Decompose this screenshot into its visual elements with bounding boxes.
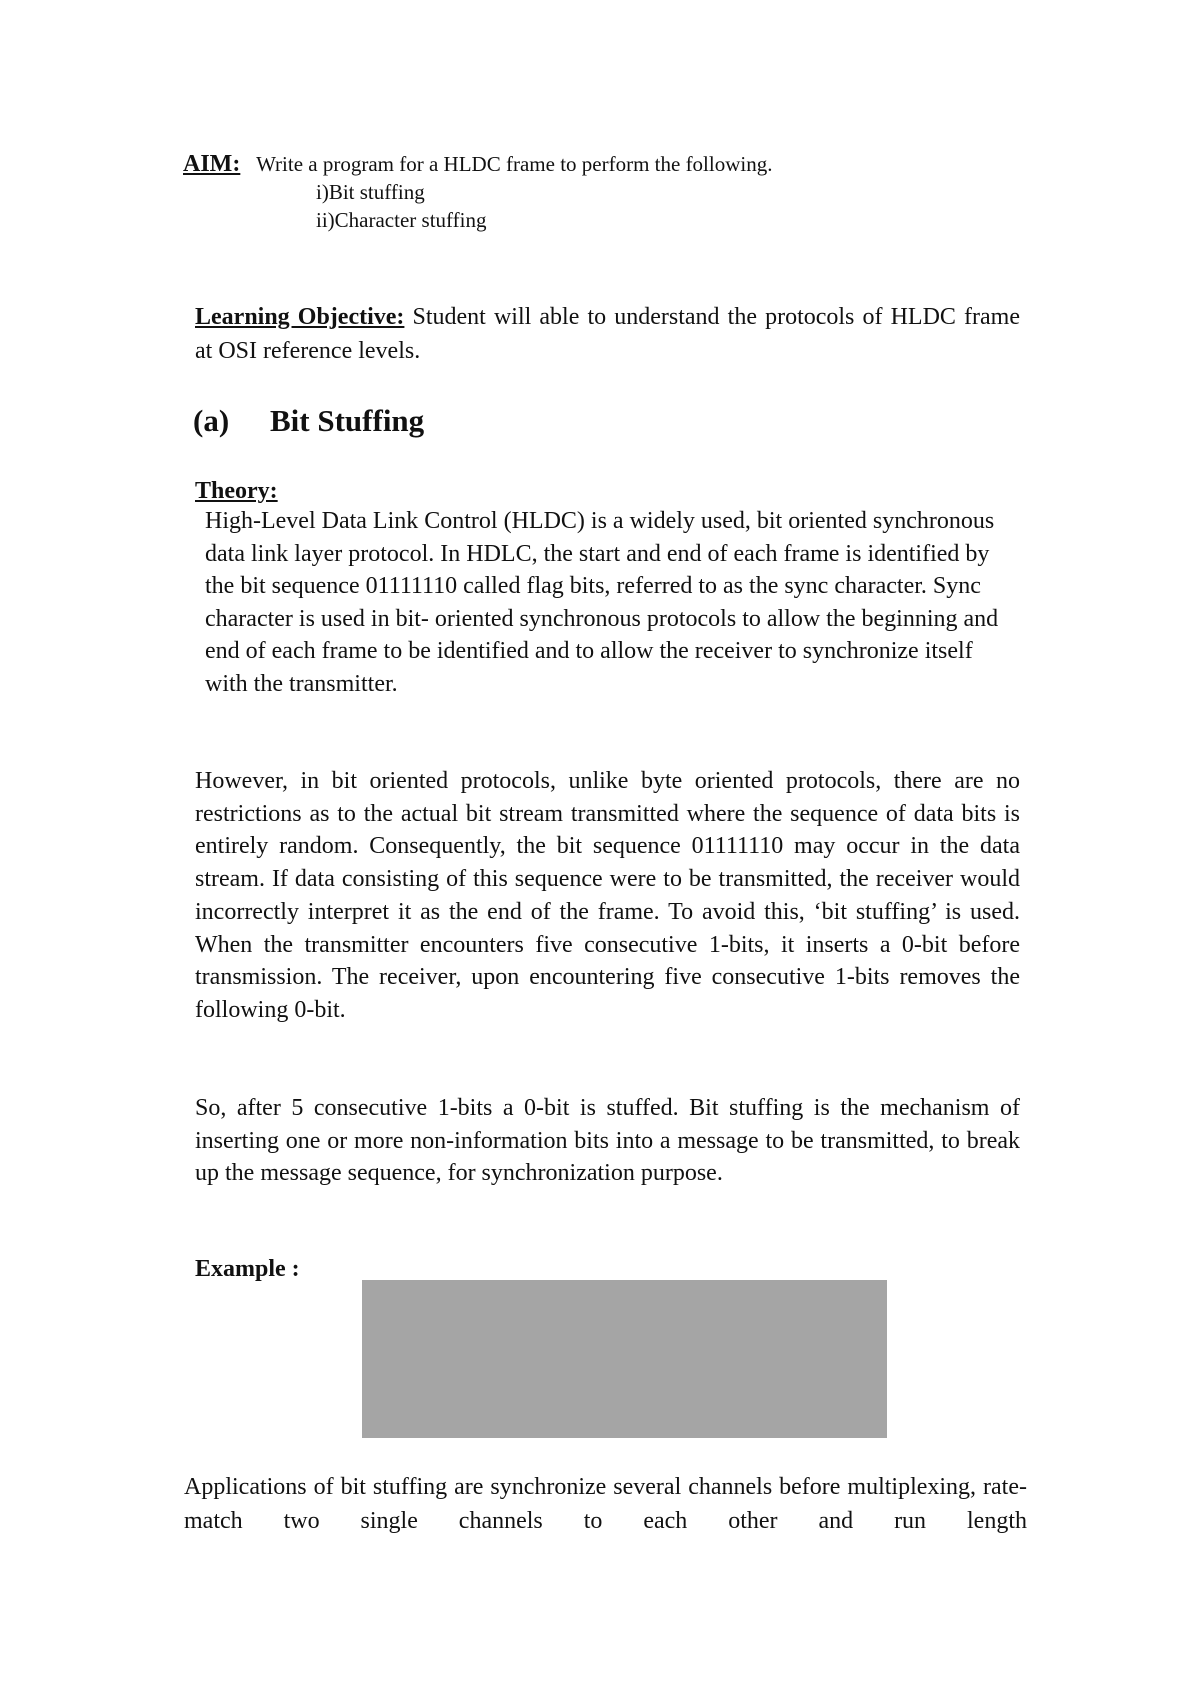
section-heading [193,401,424,441]
learning-objective-label: Learning Objective: [195,304,405,330]
theory-paragraph-2: However, in bit oriented protocols, unlike byte oriented protocols, there are no restrictions as to the actual bit stream transmitted where the sequence of data bits is entirely random. Consequently, the bit sequence 01111110 may occur in the data stream. If data consisting of this sequence were to be transmitted, the receiver would incorrectly interpret it as the end of the frame. To avoid this, ‘bit stuffing’ is used. When the transmitter encounters five consecutive 1-bits, it inserts a 0-bit before transmission. The receiver, upon encountering five consecutive 1-bits removes the following 0-bit. [195,768,1020,1023]
applications-paragraph: Applications of bit stuffing are synchronize several channels before multiplexing, rate-match two single channels to each other and run length [184,1474,1027,1534]
aim-label: AIM: [183,151,241,177]
theory-paragraph-1: High-Level Data Link Control (HLDC) is a widely used, bit oriented synchronous data link layer protocol. In HDLC, the start and end of each frame is identified by the bit sequence 01111110 called flag bits, referred to as the sync character. Sync character is used in bit- oriented synchronous protocols to allow the beginning and end of each frame to be identified and to allow the receiver to synchronize itself with the transmitter. [205,508,999,697]
aim-item-bit-stuffing: i)Bit stuffing [316,180,425,204]
section-number: (a) [193,403,230,438]
learning-objective-text: Student will able to understand the protocols of HLDC frame at OSI reference levels. [195,304,1020,364]
theory-label: Theory: [195,478,278,504]
example-label: Example : [195,1256,300,1282]
aim-block [183,150,983,234]
theory-paragraph-3: So, after 5 consecutive 1-bits a 0-bit is stuffed. Bit stuffing is the mechanism of inserting one or more non-information bits into a message to be transmitted, to break up the message sequence, for synchronization purpose. [195,1095,1020,1187]
section-title: Bit Stuffing [270,403,425,438]
aim-item-character-stuffing: ii)Character stuffing [316,208,487,232]
learning-objective [195,300,1020,368]
aim-text: Write a program for a HLDC frame to perform the following. [256,152,773,176]
example-image-placeholder [362,1280,887,1438]
